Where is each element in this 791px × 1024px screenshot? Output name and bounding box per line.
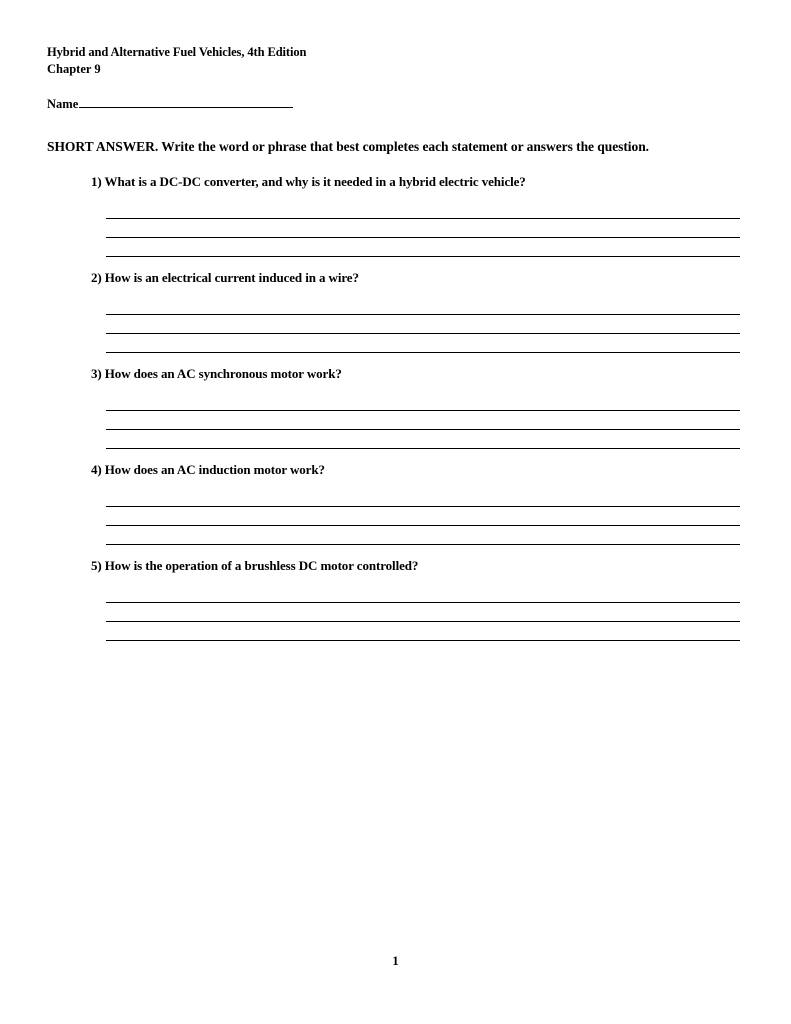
question-prompt: What is a DC-DC converter, and why is it needed in a hybrid electric vehicle? bbox=[104, 174, 526, 189]
answer-lines bbox=[47, 296, 747, 353]
question-block bbox=[47, 173, 747, 257]
question-block bbox=[47, 461, 747, 545]
question-text bbox=[47, 365, 747, 383]
answer-line[interactable] bbox=[106, 507, 740, 526]
question-number: 4) bbox=[91, 462, 105, 477]
answer-line[interactable] bbox=[106, 526, 740, 545]
question-prompt: How is an electrical current induced in a wire? bbox=[104, 270, 359, 285]
answer-line[interactable] bbox=[106, 315, 740, 334]
question-block bbox=[47, 365, 747, 449]
instructions-text: SHORT ANSWER. Write the word or phrase that best completes each statement or answers the question. bbox=[47, 139, 649, 154]
question-number: 2) bbox=[91, 270, 105, 285]
question-block bbox=[47, 269, 747, 353]
answer-lines bbox=[47, 200, 747, 257]
question-number: 1) bbox=[91, 174, 105, 189]
answer-line[interactable] bbox=[106, 392, 740, 411]
answer-line[interactable] bbox=[106, 238, 740, 257]
question-text bbox=[47, 173, 747, 191]
answer-lines bbox=[47, 584, 747, 641]
question-number: 3) bbox=[91, 366, 105, 381]
question-text bbox=[47, 557, 747, 575]
answer-line[interactable] bbox=[106, 411, 740, 430]
question-number: 5) bbox=[91, 558, 105, 573]
answer-line[interactable] bbox=[106, 488, 740, 507]
answer-lines bbox=[47, 488, 747, 545]
page-number: 1 bbox=[392, 954, 399, 968]
answer-lines bbox=[47, 392, 747, 449]
question-prompt: How is the operation of a brushless DC motor controlled? bbox=[104, 558, 419, 573]
questions-list bbox=[47, 173, 747, 641]
answer-line[interactable] bbox=[106, 603, 740, 622]
chapter-label: Chapter 9 bbox=[47, 62, 101, 76]
answer-line[interactable] bbox=[106, 622, 740, 641]
question-prompt: How does an AC synchronous motor work? bbox=[104, 366, 342, 381]
question-block bbox=[47, 557, 747, 641]
answer-line[interactable] bbox=[106, 296, 740, 315]
answer-line[interactable] bbox=[106, 219, 740, 238]
document-title: Hybrid and Alternative Fuel Vehicles, 4th Edition bbox=[47, 45, 307, 59]
document-content bbox=[47, 44, 747, 653]
answer-line[interactable] bbox=[106, 430, 740, 449]
question-prompt: How does an AC induction motor work? bbox=[104, 462, 325, 477]
name-field-row bbox=[47, 96, 747, 112]
answer-line[interactable] bbox=[106, 334, 740, 353]
name-input-rule[interactable] bbox=[79, 96, 293, 108]
name-label: Name bbox=[47, 97, 79, 111]
answer-line[interactable] bbox=[106, 200, 740, 219]
question-text bbox=[47, 269, 747, 287]
answer-line[interactable] bbox=[106, 584, 740, 603]
question-text bbox=[47, 461, 747, 479]
